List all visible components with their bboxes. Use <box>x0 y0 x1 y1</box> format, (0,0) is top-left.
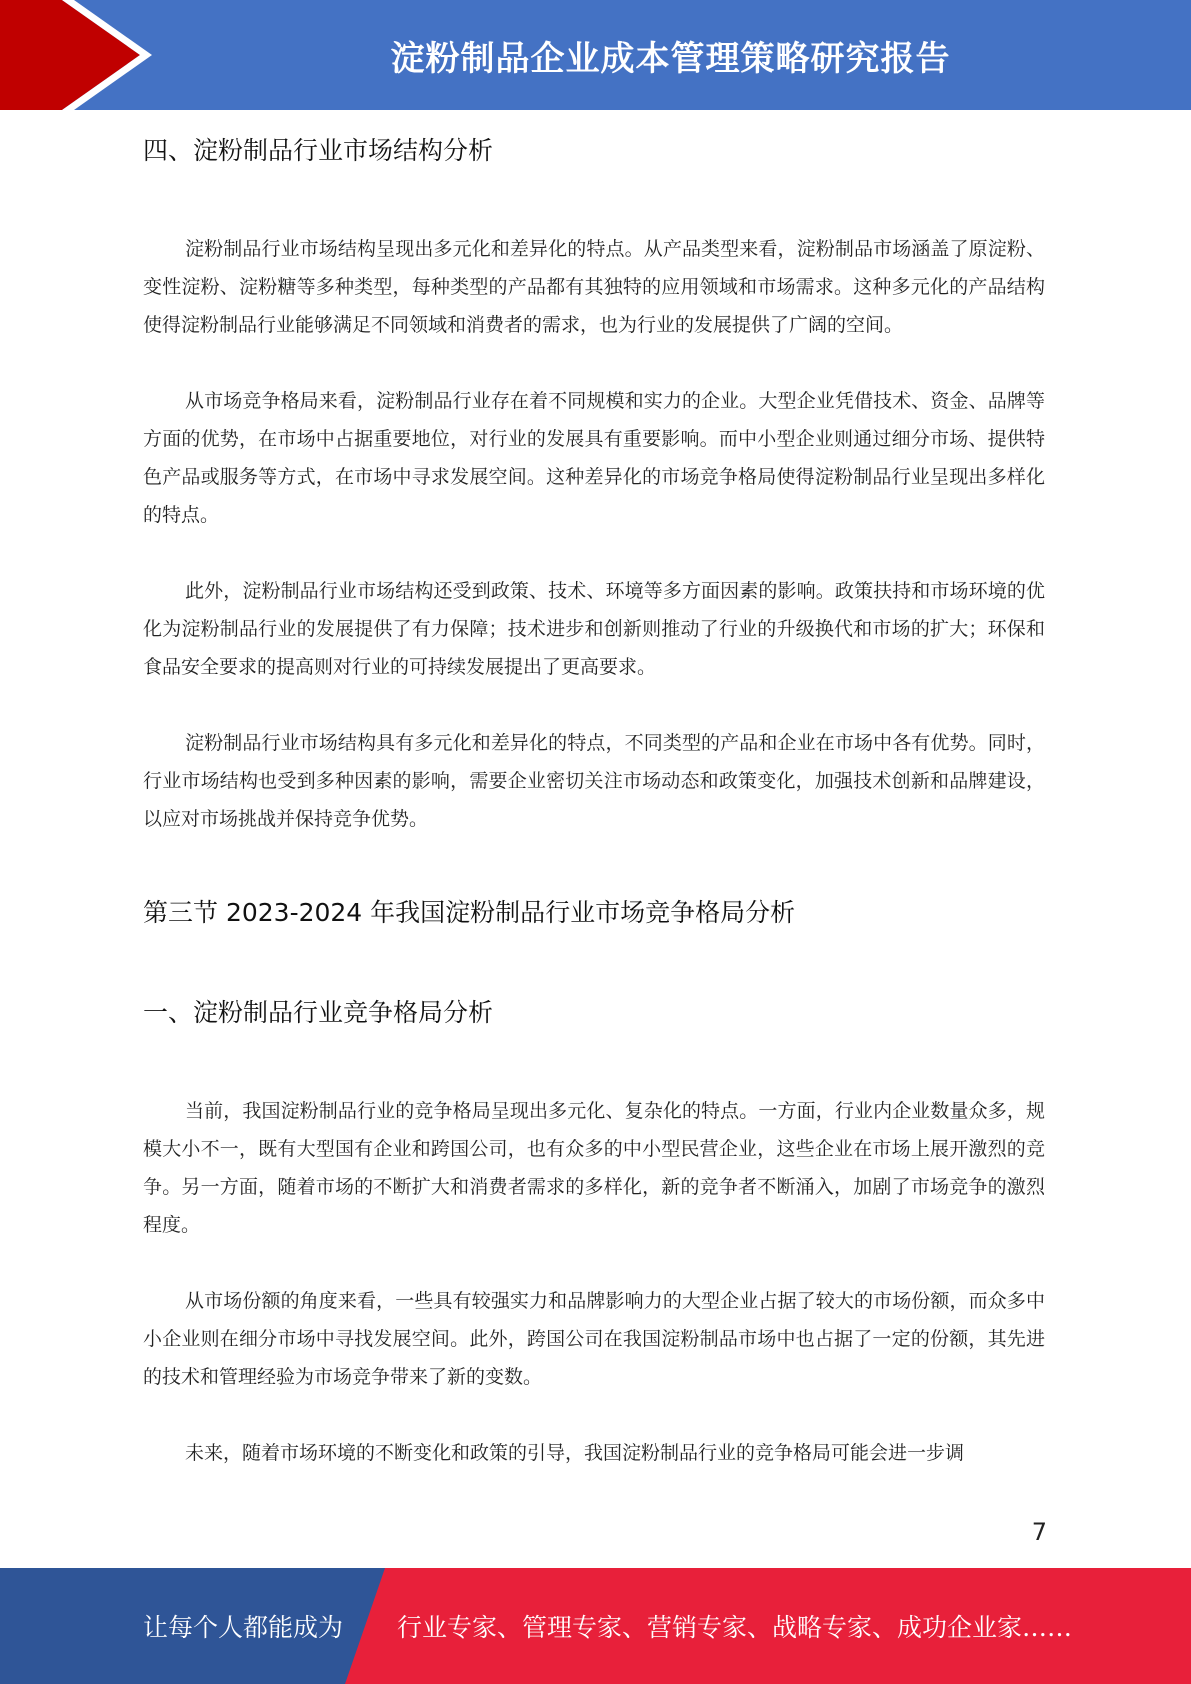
footer-banner <box>0 1568 1191 1684</box>
page-content <box>143 124 1045 1472</box>
paragraph: 淀粉制品行业市场结构具有多元化和差异化的特点，不同类型的产品和企业在市场中各有优势。同时，行业市场结构也受到多种因素的影响，需要企业密切关注市场动态和政策变化，加强技术创新和品牌建设，以应对市场挑战并保持竞争优势。 <box>143 732 1045 830</box>
header-banner <box>0 0 1191 110</box>
paragraph: 淀粉制品行业市场结构呈现出多元化和差异化的特点。从产品类型来看，淀粉制品市场涵盖了原淀粉、变性淀粉、淀粉糖等多种类型，每种类型的产品都有其独特的应用领域和市场需求。这种多元化的产品结构使得淀粉制品行业能够满足不同领域和消费者的需求，也为行业的发展提供了广阔的空间。 <box>143 238 1045 336</box>
paragraph: 未来，随着市场环境的不断变化和政策的引导，我国淀粉制品行业的竞争格局可能会进一步调 <box>185 1442 965 1464</box>
paragraph: 从市场份额的角度来看，一些具有较强实力和品牌影响力的大型企业占据了较大的市场份额，而众多中小企业则在细分市场中寻找发展空间。此外，跨国公司在我国淀粉制品市场中也占据了一定的份额，其先进的技术和管理经验为市场竞争带来了新的变数。 <box>143 1290 1045 1388</box>
footer-slogan-right: 行业专家、管理专家、营销专家、战略专家、成功企业家…… <box>397 1613 1073 1642</box>
report-title: 淀粉制品企业成本管理策略研究报告 <box>390 38 951 79</box>
section-heading-chapter-3: 第三节 2023-2024 年我国淀粉制品行业市场竞争格局分析 <box>143 898 796 927</box>
page-number: 7 <box>1031 1518 1047 1546</box>
section-heading-competition: 一、淀粉制品行业竞争格局分析 <box>143 998 494 1027</box>
footer-slogan-left: 让每个人都能成为 <box>143 1613 344 1642</box>
paragraph: 从市场竞争格局来看，淀粉制品行业存在着不同规模和实力的企业。大型企业凭借技术、资金、品牌等方面的优势，在市场中占据重要地位，对行业的发展具有重要影响。而中小型企业则通过细分市场、提供特色产品或服务等方式，在市场中寻求发展空间。这种差异化的市场竞争格局使得淀粉制品行业呈现出多样化的特点。 <box>143 390 1045 526</box>
section-heading-market-structure: 四、淀粉制品行业市场结构分析 <box>143 136 494 165</box>
paragraph: 当前，我国淀粉制品行业的竞争格局呈现出多元化、复杂化的特点。一方面，行业内企业数量众多，规模大小不一，既有大型国有企业和跨国公司，也有众多的中小型民营企业，这些企业在市场上展开激烈的竞争。另一方面，随着市场的不断扩大和消费者需求的多样化，新的竞争者不断涌入，加剧了市场竞争的激烈程度。 <box>143 1100 1045 1236</box>
red-arrow-decoration <box>0 0 160 110</box>
paragraph: 此外，淀粉制品行业市场结构还受到政策、技术、环境等多方面因素的影响。政策扶持和市场环境的优化为淀粉制品行业的发展提供了有力保障；技术进步和创新则推动了行业的升级换代和市场的扩大；环保和食品安全要求的提高则对行业的可持续发展提出了更高要求。 <box>143 580 1045 678</box>
